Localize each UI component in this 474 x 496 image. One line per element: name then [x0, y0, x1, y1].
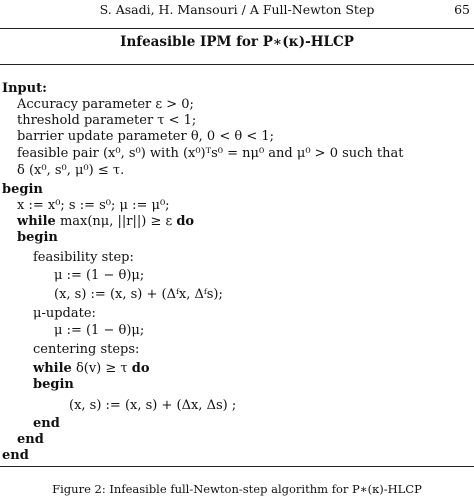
condition: δ(v) ≥ τ [75, 361, 128, 376]
alg-line: μ := (1 − θ)μ; [54, 268, 145, 283]
alg-line: (x, s) := (x, s) + (Δx, Δs) ; [69, 398, 237, 413]
alg-line: feasibility step: [33, 250, 134, 265]
alg-line-while [33, 361, 150, 377]
algorithm-title: Infeasible IPM for P∗(κ)-HLCP [120, 34, 354, 50]
keyword: while [17, 214, 56, 229]
alg-line: μ-update: [33, 306, 96, 321]
keyword: do [176, 214, 195, 229]
keyword: do [131, 361, 150, 376]
alg-line-while [17, 214, 194, 230]
keyword: end [33, 416, 60, 431]
alg-line: feasible pair (x⁰, s⁰) with (x⁰)ᵀs⁰ = nμ⁰ and μ⁰ > 0 such that [17, 146, 404, 161]
alg-line: threshold parameter τ < 1; [17, 113, 197, 128]
running-title: S. Asadi, H. Mansouri / A Full-Newton Step [99, 2, 375, 17]
alg-line: (x, s) := (x, s) + (Δᶠx, Δᶠs); [54, 287, 223, 302]
alg-line-begin [33, 377, 74, 393]
alg-line-end [17, 432, 44, 448]
condition: max(nμ, ||r||) ≥ ε [59, 214, 173, 229]
keyword: end [2, 448, 29, 463]
keyword: while [33, 361, 72, 376]
alg-line-end [33, 416, 60, 432]
alg-line-end [2, 448, 29, 464]
keyword: Input: [2, 81, 47, 96]
alg-line: x := x⁰; s := s⁰; μ := μ⁰; [17, 198, 170, 213]
keyword: begin [17, 230, 58, 245]
alg-line-begin [17, 230, 58, 246]
keyword: begin [33, 377, 74, 392]
page-number: 65 [454, 2, 470, 17]
alg-line-input [2, 81, 47, 97]
title-rule [0, 64, 474, 65]
keyword: end [17, 432, 44, 447]
alg-line-begin [2, 182, 43, 198]
alg-line: Accuracy parameter ε > 0; [17, 97, 194, 112]
figure-caption: Figure 2: Infeasible full-Newton-step algorithm for P∗(κ)-HLCP [52, 482, 422, 496]
keyword: begin [2, 182, 43, 197]
alg-line: barrier update parameter θ, 0 < θ < 1; [17, 129, 274, 144]
alg-line: centering steps: [33, 342, 140, 357]
alg-line: μ := (1 − θ)μ; [54, 323, 145, 338]
alg-line: δ (x⁰, s⁰, μ⁰) ≤ τ. [17, 163, 125, 178]
top-rule [0, 28, 474, 29]
bottom-rule [0, 466, 474, 467]
